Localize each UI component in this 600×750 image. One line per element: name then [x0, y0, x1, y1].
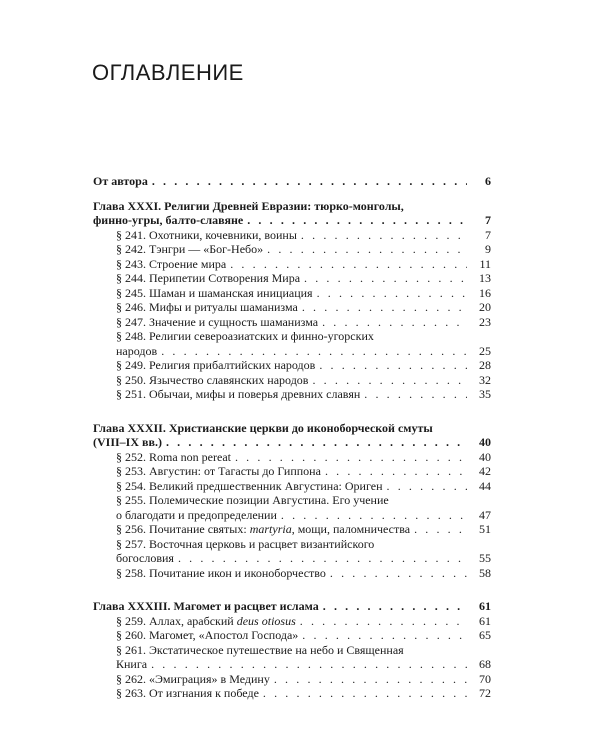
- toc-page-number: 72: [479, 686, 491, 700]
- page-title: ОГЛАВЛЕНИЕ: [92, 60, 244, 85]
- leader-dots: [300, 614, 467, 629]
- leader-dots: [302, 300, 467, 315]
- toc-entry-title: § 250. Язычество славянских народов: [116, 372, 309, 387]
- toc-page-number: 7: [485, 227, 491, 242]
- chapter-block: [93, 599, 491, 701]
- leader-dots: [304, 271, 467, 286]
- section-entry: [93, 643, 491, 672]
- toc-entry-title: От автора: [93, 174, 148, 188]
- section-entry: [93, 257, 491, 272]
- chapter-block: [93, 199, 491, 402]
- table-of-contents: [93, 174, 491, 701]
- toc-entry-title: § 259. Аллах, арабский deus otiosus: [116, 613, 296, 628]
- toc-entry-title: § 252. Roma non pereat: [116, 449, 231, 464]
- section-entry: [93, 493, 491, 522]
- chapter-heading: [93, 421, 491, 450]
- toc-line: [93, 344, 491, 359]
- toc-page-number: 61: [479, 613, 491, 628]
- section-entry: [93, 242, 491, 257]
- toc-page-number: 65: [479, 628, 491, 642]
- toc-entry-author: [93, 174, 491, 189]
- leader-dots: [387, 479, 468, 494]
- section-entry: [93, 271, 491, 286]
- toc-entry-title: Глава XXXIII. Магомет и расцвет ислама: [93, 599, 319, 613]
- toc-line: [93, 493, 491, 508]
- toc-entry-title: § 260. Магомет, «Апостол Господа»: [116, 628, 299, 642]
- toc-page-number: 28: [479, 358, 491, 372]
- section-entry: [93, 537, 491, 566]
- section-entry: [93, 686, 491, 701]
- toc-line: [93, 300, 491, 315]
- toc-entry-title: народов: [116, 343, 158, 358]
- section-entry: [93, 464, 491, 479]
- toc-entry-title: § 246. Мифы и ритуалы шаманизма: [116, 300, 298, 314]
- section-entry: [93, 286, 491, 301]
- toc-entry-title: § 242. Тэнгри — «Бог-Небо»: [116, 242, 264, 256]
- leader-dots: [152, 174, 467, 189]
- section-entry: [93, 300, 491, 315]
- leader-dots: [319, 358, 467, 373]
- toc-page-number: 16: [479, 285, 491, 300]
- section-entry: [93, 315, 491, 330]
- toc-line: [93, 479, 491, 494]
- toc-page-number: 6: [485, 174, 491, 188]
- toc-page-number: 51: [479, 522, 491, 536]
- toc-entry-title: § 261. Экстатическое путешествие на небо и Священная: [116, 642, 404, 657]
- leader-dots: [166, 435, 467, 450]
- toc-line: [93, 315, 491, 330]
- section-entry: [93, 228, 491, 243]
- toc-line: [93, 464, 491, 479]
- toc-page-number: 25: [479, 343, 491, 358]
- toc-entry-title: § 263. От изгнания к победе: [116, 686, 259, 700]
- toc-page-number: 44: [479, 478, 491, 493]
- leader-dots: [235, 450, 467, 465]
- toc-entry-title: § 247. Значение и сущность шаманизма: [116, 314, 319, 329]
- toc-line: [93, 421, 491, 436]
- toc-line: [93, 537, 491, 552]
- section-entry: [93, 358, 491, 373]
- toc-line: [93, 199, 491, 214]
- toc-entry-title: § 258. Почитание икон и иконоборчество: [116, 565, 326, 580]
- toc-page-number: 11: [479, 256, 491, 271]
- toc-page-number: 40: [479, 449, 491, 464]
- chapter-block: [93, 421, 491, 581]
- leader-dots: [247, 213, 467, 228]
- chapters-list: [93, 199, 491, 701]
- section-entry: [93, 479, 491, 494]
- toc-page-number: 68: [479, 657, 491, 671]
- leader-dots: [281, 508, 467, 523]
- toc-line: [93, 614, 491, 629]
- toc-line: [93, 551, 491, 566]
- toc-page-number: 9: [485, 242, 491, 256]
- leader-dots: [151, 657, 467, 672]
- leader-dots: [364, 387, 467, 402]
- toc-page-number: 70: [479, 671, 491, 686]
- leader-dots: [330, 566, 467, 581]
- toc-line: [93, 522, 491, 537]
- toc-line: [93, 329, 491, 344]
- toc-line: [93, 657, 491, 672]
- toc-line: [93, 643, 491, 658]
- toc-entry-title: § 257. Восточная церковь и расцвет византийского: [116, 536, 375, 551]
- toc-entry-title: § 243. Строение мира: [116, 256, 227, 271]
- leader-dots: [230, 257, 467, 272]
- toc-page-number: 35: [479, 387, 491, 401]
- section-entry: [93, 522, 491, 537]
- toc-page-number: 20: [479, 300, 491, 314]
- chapter-heading: [93, 599, 491, 614]
- toc-page-number: 58: [479, 565, 491, 580]
- section-entry: [93, 628, 491, 643]
- toc-page-number: 13: [479, 271, 491, 285]
- toc-entry-title: (VIII–IX вв.): [93, 435, 162, 449]
- leader-dots: [274, 672, 467, 687]
- leader-dots: [302, 628, 467, 643]
- toc-page-number: 42: [479, 464, 491, 478]
- leader-dots: [178, 551, 467, 566]
- toc-page-number: 32: [479, 372, 491, 387]
- toc-entry-title: § 245. Шаман и шаманская инициация: [116, 285, 313, 300]
- toc-line: [93, 271, 491, 286]
- toc-entry-title: Книга: [116, 657, 148, 671]
- toc-entry-title: § 255. Полемические позиции Августина. Его учение: [116, 493, 389, 507]
- toc-line: [93, 628, 491, 643]
- leader-dots: [301, 228, 467, 243]
- toc-entry-title: о благодати и предопределении: [116, 507, 277, 522]
- toc-line: [93, 242, 491, 257]
- toc-entry-title: § 254. Великий предшественник Августина: Ориген: [116, 478, 383, 493]
- leader-dots: [312, 373, 467, 388]
- toc-line: [93, 373, 491, 388]
- leader-dots: [317, 286, 467, 301]
- toc-page-number: 40: [479, 435, 491, 449]
- toc-entry-title: богословия: [116, 551, 174, 565]
- toc-page-number: 23: [479, 314, 491, 329]
- toc-line: [93, 450, 491, 465]
- section-entry: [93, 450, 491, 465]
- toc-entry-title: § 249. Религия прибалтийских народов: [116, 358, 316, 372]
- section-entry: [93, 329, 491, 358]
- toc-entry-title: § 241. Охотники, кочевники, воины: [116, 227, 297, 242]
- section-entry: [93, 614, 491, 629]
- toc-line: [93, 686, 491, 701]
- leader-dots: [267, 242, 467, 257]
- toc-entry-title: § 256. Почитание святых: martyria, мощи, паломничества: [116, 522, 411, 536]
- toc-line: [93, 435, 491, 450]
- toc-line: [93, 213, 491, 228]
- section-entry: [93, 373, 491, 388]
- toc-entry-title: § 253. Августин: от Тагасты до Гиппона: [116, 464, 321, 478]
- toc-entry-title: финно-угры, балто-славяне: [93, 213, 244, 227]
- toc-line: [93, 508, 491, 523]
- section-entry: [93, 672, 491, 687]
- toc-entry-title: Глава XXXII. Христианские церкви до иконоборческой смуты: [93, 420, 433, 435]
- toc-entry-title: § 244. Перипетии Сотворения Мира: [116, 271, 301, 285]
- toc-line: [93, 566, 491, 581]
- leader-dots: [322, 315, 467, 330]
- toc-page-number: 55: [479, 551, 491, 565]
- leader-dots: [161, 344, 467, 359]
- toc-entry-title: § 248. Религии североазиатских и финно-угорских: [116, 329, 374, 343]
- section-entry: [93, 387, 491, 402]
- toc-page-number: 7: [485, 213, 491, 227]
- toc-entry-title: § 262. «Эмиграция» в Медину: [116, 671, 270, 686]
- toc-line: [93, 599, 491, 614]
- leader-dots: [263, 686, 467, 701]
- leader-dots: [323, 599, 467, 614]
- leader-dots: [325, 464, 467, 479]
- toc-line: [93, 672, 491, 687]
- section-entry: [93, 566, 491, 581]
- toc-page-number: 47: [479, 507, 491, 522]
- chapter-heading: [93, 199, 491, 228]
- toc-entry-title: § 251. Обычаи, мифы и поверья древних славян: [116, 387, 361, 401]
- toc-line: [93, 387, 491, 402]
- toc-entry-title: Глава XXXI. Религии Древней Евразии: тюрко-монголы,: [93, 198, 404, 213]
- toc-line: [93, 358, 491, 373]
- toc-line: [93, 228, 491, 243]
- toc-line: [93, 257, 491, 272]
- toc-line: [93, 286, 491, 301]
- toc-page-number: 61: [479, 599, 491, 613]
- leader-dots: [414, 522, 467, 537]
